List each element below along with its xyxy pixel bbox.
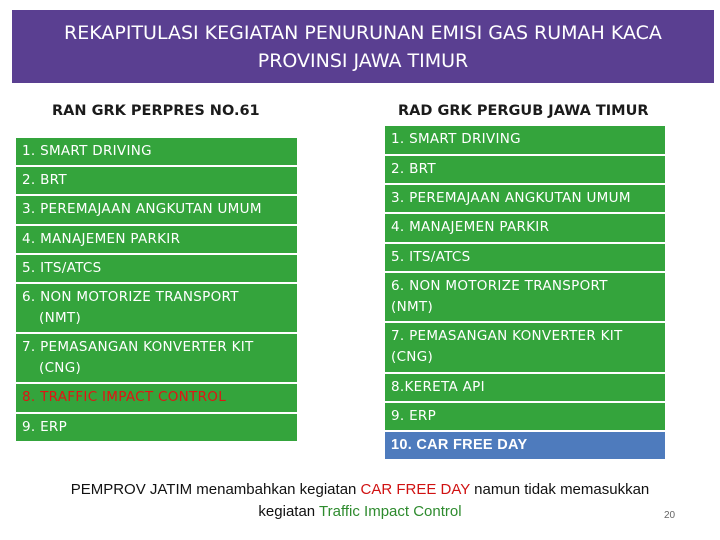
left-item-2-label: 2. BRT — [22, 172, 67, 188]
right-item-9-label: 9. ERP — [391, 408, 437, 424]
right-item-8-label: 8.KERETA API — [391, 379, 485, 395]
right-item-10-label: 10. CAR FREE DAY — [391, 437, 528, 453]
right-item-7 — [385, 323, 665, 373]
footer-text-2: namun tidak memasukkan — [470, 481, 650, 498]
left-item-2 — [16, 167, 297, 195]
left-item-6-sublabel: (NMT) — [39, 310, 82, 326]
right-item-5 — [385, 244, 665, 272]
footer-text-1: PEMPROV JATIM menambahkan kegiatan — [70, 481, 361, 498]
right-item-2 — [385, 156, 665, 184]
left-item-7 — [16, 334, 297, 383]
footer-highlight-green: Traffic Impact Control — [319, 503, 462, 520]
left-item-5-label: 5. ITS/ATCS — [22, 260, 102, 276]
right-item-4-label: 4. MANAJEMEN PARKIR — [391, 219, 550, 235]
right-item-3 — [385, 185, 665, 213]
left-item-6-label: 6. NON MOTORIZE TRANSPORT — [22, 289, 239, 305]
footer-highlight-red: CAR FREE DAY — [360, 481, 471, 498]
left-item-8-number: 8. — [22, 389, 36, 405]
title-line-1: REKAPITULASI KEGIATAN PENURUNAN EMISI GAS RUMAH KACA — [64, 22, 662, 44]
slide-title — [12, 10, 714, 83]
left-item-6 — [16, 284, 297, 333]
right-item-1-label: 1. SMART DRIVING — [391, 131, 521, 147]
left-column-heading: RAN GRK PERPRES NO.61 — [52, 103, 260, 119]
page-number: 20 — [664, 510, 676, 521]
left-item-1 — [16, 138, 297, 166]
right-item-5-label: 5. ITS/ATCS — [391, 249, 471, 265]
right-item-6 — [385, 273, 665, 322]
right-item-9 — [385, 403, 665, 431]
left-item-9-label: 9. ERP — [22, 419, 68, 435]
right-item-10 — [385, 432, 665, 460]
left-item-7-label: 7. PEMASANGAN KONVERTER KIT — [22, 339, 254, 355]
left-item-8 — [16, 384, 297, 413]
left-item-7-sublabel: (CNG) — [39, 360, 82, 376]
left-item-4 — [16, 226, 297, 254]
left-item-1-label: 1. SMART DRIVING — [22, 143, 152, 159]
right-item-4 — [385, 214, 665, 243]
right-item-2-label: 2. BRT — [391, 161, 436, 177]
right-item-3-label: 3. PEREMAJAAN ANGKUTAN UMUM — [391, 190, 631, 206]
left-item-3 — [16, 196, 297, 225]
left-item-4-label: 4. MANAJEMEN PARKIR — [22, 231, 181, 247]
right-item-6-sublabel: (NMT) — [391, 299, 434, 315]
footer-line-2 — [0, 503, 720, 520]
footer-text-3: kegiatan — [258, 503, 320, 520]
right-item-7-sublabel: (CNG) — [391, 349, 434, 365]
right-item-6-label: 6. NON MOTORIZE TRANSPORT — [391, 278, 608, 294]
left-item-3-label: 3. PEREMAJAAN ANGKUTAN UMUM — [22, 201, 262, 217]
left-item-8-label: TRAFFIC IMPACT CONTROL — [35, 389, 227, 405]
right-column-heading: RAD GRK PERGUB JAWA TIMUR — [398, 103, 649, 119]
right-item-8 — [385, 374, 665, 402]
footer-line-1 — [0, 481, 720, 498]
right-item-1 — [385, 126, 665, 155]
left-item-9 — [16, 414, 297, 442]
left-item-5 — [16, 255, 297, 283]
title-line-2: PROVINSI JAWA TIMUR — [257, 50, 469, 72]
right-item-7-label: 7. PEMASANGAN KONVERTER KIT — [391, 328, 623, 344]
